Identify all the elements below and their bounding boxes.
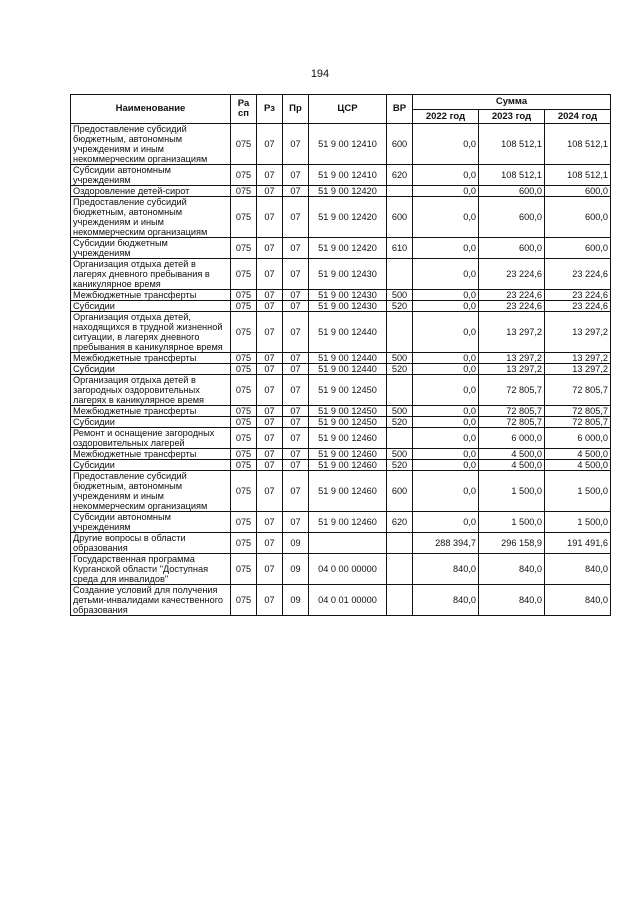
row-value-2024: 600,0	[545, 186, 611, 197]
row-value-2024: 13 297,2	[545, 353, 611, 364]
row-name: Субсидии	[71, 460, 231, 471]
row-value-2022: 0,0	[413, 460, 479, 471]
row-value-2023: 840,0	[479, 585, 545, 616]
row-value-2022: 0,0	[413, 512, 479, 533]
row-rasp: 075	[231, 364, 257, 375]
row-value-2023: 23 224,6	[479, 301, 545, 312]
header-rasp: Ра сп	[231, 95, 257, 124]
row-pr: 07	[283, 186, 309, 197]
row-value-2022: 0,0	[413, 353, 479, 364]
row-value-2024: 4 500,0	[545, 449, 611, 460]
row-pr: 07	[283, 364, 309, 375]
row-value-2024: 72 805,7	[545, 375, 611, 406]
row-rasp: 075	[231, 406, 257, 417]
row-csr: 04 0 00 00000	[309, 554, 387, 585]
row-name: Государственная программа Курганской области "Доступная среда для инвалидов"	[71, 554, 231, 585]
row-rz: 07	[257, 186, 283, 197]
row-pr: 07	[283, 301, 309, 312]
row-rz: 07	[257, 124, 283, 165]
row-value-2023: 108 512,1	[479, 165, 545, 186]
row-csr: 51 9 00 12410	[309, 124, 387, 165]
row-vr: 520	[387, 301, 413, 312]
row-csr: 51 9 00 12460	[309, 428, 387, 449]
row-rasp: 075	[231, 512, 257, 533]
row-name: Предоставление субсидий бюджетным, автономным учреждениям и иным некоммерческим организациям	[71, 471, 231, 512]
row-pr: 07	[283, 375, 309, 406]
header-vr: ВР	[387, 95, 413, 124]
row-rasp: 075	[231, 290, 257, 301]
row-rasp: 075	[231, 471, 257, 512]
row-rz: 07	[257, 406, 283, 417]
row-pr: 07	[283, 460, 309, 471]
table-row	[71, 165, 611, 186]
row-csr	[309, 533, 387, 554]
row-name: Межбюджетные трансферты	[71, 406, 231, 417]
row-value-2024: 600,0	[545, 238, 611, 259]
page-number: 194	[310, 68, 330, 80]
row-pr: 07	[283, 428, 309, 449]
header-name: Наименование	[71, 95, 231, 124]
row-value-2024: 23 224,6	[545, 301, 611, 312]
header-csr: ЦСР	[309, 95, 387, 124]
row-value-2023: 1 500,0	[479, 471, 545, 512]
row-name: Другие вопросы в области образования	[71, 533, 231, 554]
row-value-2023: 13 297,2	[479, 312, 545, 353]
row-rasp: 075	[231, 417, 257, 428]
row-rasp: 075	[231, 124, 257, 165]
row-value-2023: 1 500,0	[479, 512, 545, 533]
table-row	[71, 460, 611, 471]
table-row	[71, 471, 611, 512]
row-vr	[387, 585, 413, 616]
row-vr: 500	[387, 290, 413, 301]
row-vr	[387, 533, 413, 554]
row-pr: 09	[283, 533, 309, 554]
table-row	[71, 301, 611, 312]
row-rasp: 075	[231, 460, 257, 471]
row-pr: 07	[283, 259, 309, 290]
row-value-2024: 191 491,6	[545, 533, 611, 554]
row-value-2023: 600,0	[479, 186, 545, 197]
row-value-2022: 0,0	[413, 238, 479, 259]
table-row	[71, 554, 611, 585]
row-name: Организация отдыха детей в лагерях дневного пребывания в каникулярное время	[71, 259, 231, 290]
row-csr: 51 9 00 12440	[309, 353, 387, 364]
row-rasp: 075	[231, 353, 257, 364]
row-vr: 600	[387, 124, 413, 165]
row-pr: 07	[283, 406, 309, 417]
row-rz: 07	[257, 238, 283, 259]
row-value-2023: 840,0	[479, 554, 545, 585]
row-value-2022: 840,0	[413, 585, 479, 616]
table-row	[71, 353, 611, 364]
table-row	[71, 417, 611, 428]
row-pr: 07	[283, 290, 309, 301]
header-rz: Рз	[257, 95, 283, 124]
row-rasp: 075	[231, 165, 257, 186]
row-value-2023: 600,0	[479, 197, 545, 238]
row-rasp: 075	[231, 375, 257, 406]
row-value-2024: 23 224,6	[545, 290, 611, 301]
row-value-2024: 108 512,1	[545, 165, 611, 186]
row-csr: 51 9 00 12450	[309, 417, 387, 428]
row-pr: 07	[283, 512, 309, 533]
table-row	[71, 375, 611, 406]
row-name: Предоставление субсидий бюджетным, автономным учреждениям и иным некоммерческим организациям	[71, 124, 231, 165]
row-vr	[387, 312, 413, 353]
row-name: Субсидии автономным учреждениям	[71, 512, 231, 533]
row-value-2022: 0,0	[413, 301, 479, 312]
row-rz: 07	[257, 364, 283, 375]
row-name: Субсидии бюджетным учреждениям	[71, 238, 231, 259]
table-row	[71, 449, 611, 460]
row-pr: 09	[283, 585, 309, 616]
row-value-2023: 23 224,6	[479, 259, 545, 290]
row-vr: 520	[387, 364, 413, 375]
row-value-2024: 13 297,2	[545, 312, 611, 353]
table-row	[71, 428, 611, 449]
row-csr: 51 9 00 12410	[309, 165, 387, 186]
row-value-2023: 4 500,0	[479, 460, 545, 471]
row-value-2023: 4 500,0	[479, 449, 545, 460]
row-csr: 51 9 00 12420	[309, 238, 387, 259]
row-rz: 07	[257, 471, 283, 512]
row-value-2024: 840,0	[545, 554, 611, 585]
row-value-2023: 13 297,2	[479, 364, 545, 375]
row-rz: 07	[257, 312, 283, 353]
row-pr: 07	[283, 197, 309, 238]
row-value-2023: 108 512,1	[479, 124, 545, 165]
row-name: Межбюджетные трансферты	[71, 353, 231, 364]
header-2022: 2022 год	[413, 110, 479, 124]
row-rz: 07	[257, 460, 283, 471]
row-name: Организация отдыха детей, находящихся в трудной жизненной ситуации, в лагерях дневного пребывания в каникулярное время	[71, 312, 231, 353]
row-rz: 07	[257, 165, 283, 186]
row-pr: 07	[283, 417, 309, 428]
row-rasp: 075	[231, 449, 257, 460]
row-pr: 07	[283, 238, 309, 259]
row-vr: 620	[387, 165, 413, 186]
row-csr: 51 9 00 12450	[309, 375, 387, 406]
row-rz: 07	[257, 428, 283, 449]
table-row	[71, 197, 611, 238]
row-rasp: 075	[231, 197, 257, 238]
row-vr: 620	[387, 512, 413, 533]
row-name: Субсидии	[71, 364, 231, 375]
table-row	[71, 364, 611, 375]
row-rz: 07	[257, 259, 283, 290]
row-rz: 07	[257, 353, 283, 364]
row-vr: 610	[387, 238, 413, 259]
row-csr: 51 9 00 12430	[309, 259, 387, 290]
row-vr	[387, 428, 413, 449]
row-value-2022: 0,0	[413, 375, 479, 406]
row-csr: 04 0 01 00000	[309, 585, 387, 616]
table-body	[71, 124, 611, 616]
row-vr	[387, 259, 413, 290]
row-value-2022: 0,0	[413, 428, 479, 449]
row-value-2024: 840,0	[545, 585, 611, 616]
row-value-2024: 72 805,7	[545, 417, 611, 428]
row-rz: 07	[257, 512, 283, 533]
row-rz: 07	[257, 375, 283, 406]
header-2023: 2023 год	[479, 110, 545, 124]
table-row	[71, 124, 611, 165]
row-value-2024: 4 500,0	[545, 460, 611, 471]
row-rasp: 075	[231, 585, 257, 616]
row-pr: 07	[283, 353, 309, 364]
header-sum: Сумма	[413, 95, 611, 110]
row-name: Создание условий для получения детьми-инвалидами качественного образования	[71, 585, 231, 616]
row-vr: 500	[387, 449, 413, 460]
row-value-2024: 13 297,2	[545, 364, 611, 375]
row-value-2022: 0,0	[413, 186, 479, 197]
row-rz: 07	[257, 449, 283, 460]
row-value-2023: 72 805,7	[479, 375, 545, 406]
row-rz: 07	[257, 554, 283, 585]
table-row	[71, 186, 611, 197]
row-rasp: 075	[231, 533, 257, 554]
row-rz: 07	[257, 533, 283, 554]
row-rasp: 075	[231, 312, 257, 353]
row-vr	[387, 186, 413, 197]
header-2024: 2024 год	[545, 110, 611, 124]
row-value-2023: 72 805,7	[479, 406, 545, 417]
row-rasp: 075	[231, 554, 257, 585]
row-pr: 09	[283, 554, 309, 585]
row-pr: 07	[283, 124, 309, 165]
row-value-2024: 72 805,7	[545, 406, 611, 417]
row-pr: 07	[283, 312, 309, 353]
row-name: Предоставление субсидий бюджетным, автономным учреждениям и иным некоммерческим организациям	[71, 197, 231, 238]
row-rasp: 075	[231, 428, 257, 449]
row-value-2022: 840,0	[413, 554, 479, 585]
row-value-2024: 6 000,0	[545, 428, 611, 449]
row-value-2022: 0,0	[413, 197, 479, 238]
row-value-2022: 0,0	[413, 312, 479, 353]
table-row	[71, 259, 611, 290]
table-row	[71, 585, 611, 616]
row-rasp: 075	[231, 238, 257, 259]
row-csr: 51 9 00 12420	[309, 197, 387, 238]
row-name: Оздоровление детей-сирот	[71, 186, 231, 197]
row-vr: 500	[387, 353, 413, 364]
row-value-2024: 23 224,6	[545, 259, 611, 290]
row-value-2023: 13 297,2	[479, 353, 545, 364]
row-value-2022: 0,0	[413, 406, 479, 417]
row-rasp: 075	[231, 186, 257, 197]
budget-table	[70, 94, 611, 616]
row-csr: 51 9 00 12460	[309, 512, 387, 533]
row-value-2024: 600,0	[545, 197, 611, 238]
row-rasp: 075	[231, 301, 257, 312]
row-csr: 51 9 00 12430	[309, 290, 387, 301]
table-row	[71, 312, 611, 353]
table-row	[71, 406, 611, 417]
row-name: Организация отдыха детей в загородных оздоровительных лагерях в каникулярное время	[71, 375, 231, 406]
row-name: Субсидии	[71, 301, 231, 312]
row-value-2022: 0,0	[413, 364, 479, 375]
row-rasp: 075	[231, 259, 257, 290]
row-vr	[387, 554, 413, 585]
row-value-2022: 0,0	[413, 449, 479, 460]
row-value-2023: 6 000,0	[479, 428, 545, 449]
row-value-2024: 1 500,0	[545, 512, 611, 533]
row-value-2022: 0,0	[413, 124, 479, 165]
table-row	[71, 290, 611, 301]
row-value-2023: 296 158,9	[479, 533, 545, 554]
row-name: Субсидии	[71, 417, 231, 428]
row-value-2022: 0,0	[413, 290, 479, 301]
row-csr: 51 9 00 12420	[309, 186, 387, 197]
row-csr: 51 9 00 12430	[309, 301, 387, 312]
row-rz: 07	[257, 417, 283, 428]
row-rz: 07	[257, 301, 283, 312]
row-value-2022: 288 394,7	[413, 533, 479, 554]
row-rz: 07	[257, 197, 283, 238]
row-vr: 520	[387, 460, 413, 471]
row-csr: 51 9 00 12460	[309, 449, 387, 460]
row-value-2024: 1 500,0	[545, 471, 611, 512]
row-csr: 51 9 00 12460	[309, 460, 387, 471]
row-name: Межбюджетные трансферты	[71, 449, 231, 460]
table-row	[71, 512, 611, 533]
row-value-2023: 23 224,6	[479, 290, 545, 301]
header-pr: Пр	[283, 95, 309, 124]
row-vr: 520	[387, 417, 413, 428]
row-pr: 07	[283, 449, 309, 460]
row-name: Межбюджетные трансферты	[71, 290, 231, 301]
row-pr: 07	[283, 165, 309, 186]
table-row	[71, 238, 611, 259]
row-pr: 07	[283, 471, 309, 512]
row-csr: 51 9 00 12460	[309, 471, 387, 512]
row-vr: 500	[387, 406, 413, 417]
row-value-2022: 0,0	[413, 471, 479, 512]
row-name: Субсидии автономным учреждениям	[71, 165, 231, 186]
row-value-2022: 0,0	[413, 417, 479, 428]
row-value-2023: 600,0	[479, 238, 545, 259]
row-rz: 07	[257, 585, 283, 616]
row-csr: 51 9 00 12440	[309, 312, 387, 353]
row-rz: 07	[257, 290, 283, 301]
row-value-2022: 0,0	[413, 165, 479, 186]
row-value-2022: 0,0	[413, 259, 479, 290]
row-vr: 600	[387, 197, 413, 238]
row-value-2024: 108 512,1	[545, 124, 611, 165]
row-csr: 51 9 00 12440	[309, 364, 387, 375]
row-value-2023: 72 805,7	[479, 417, 545, 428]
row-vr: 600	[387, 471, 413, 512]
table-row	[71, 533, 611, 554]
row-name: Ремонт и оснащение загородных оздоровительных лагерей	[71, 428, 231, 449]
row-csr: 51 9 00 12450	[309, 406, 387, 417]
row-vr	[387, 375, 413, 406]
